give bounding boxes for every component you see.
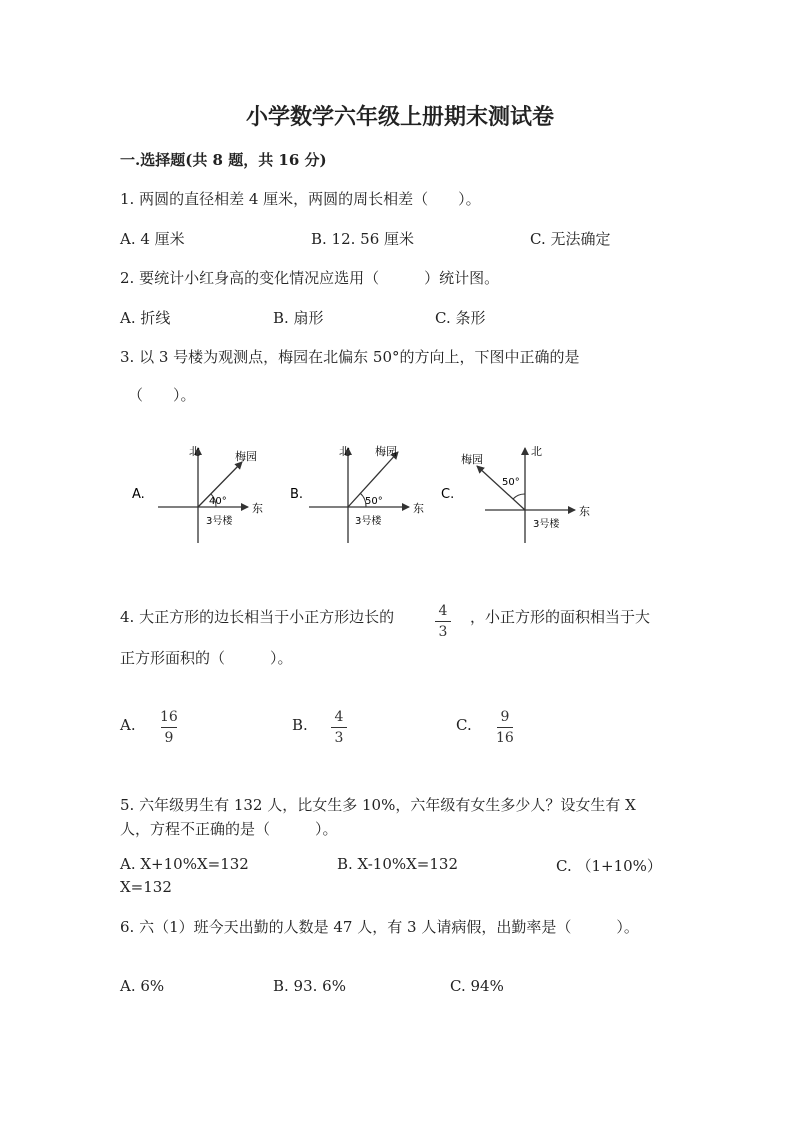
question-4-text: 4. 大正方形的边长相当于小正方形边长的 bbox=[120, 608, 395, 626]
question-6-option-b[interactable]: B. 93. 6% bbox=[273, 977, 346, 995]
question-1-option-a[interactable]: A. 4 厘米 bbox=[120, 230, 185, 248]
target-label: 梅园 bbox=[461, 453, 483, 466]
fraction-bar bbox=[435, 621, 451, 622]
question-4-option-a[interactable]: A. bbox=[120, 716, 136, 734]
question-4-option-b[interactable]: B. bbox=[292, 716, 308, 734]
fraction-denominator: 3 bbox=[438, 624, 448, 640]
question-4-text-b: ，小正方形的面积相当于大 bbox=[470, 608, 651, 626]
question-4-option-a-fraction bbox=[160, 708, 178, 747]
question-4-fraction bbox=[435, 602, 451, 641]
compass-figure-a[interactable] bbox=[120, 438, 280, 550]
fraction-numerator: 4 bbox=[334, 709, 344, 725]
compass-figure-b[interactable] bbox=[285, 438, 445, 550]
north-label: 北 bbox=[531, 445, 542, 458]
question-1-option-c[interactable]: C. 无法确定 bbox=[530, 230, 611, 248]
origin-label: 3号楼 bbox=[206, 516, 233, 527]
question-6-text: 6. 六（1）班今天出勤的人数是 47 人，有 3 人请病假，出勤率是（ ）。 bbox=[120, 918, 639, 936]
question-2-text: 2. 要统计小红身高的变化情况应选用（ ）统计图。 bbox=[120, 269, 500, 287]
fraction-numerator: 9 bbox=[500, 709, 510, 725]
question-1-option-b[interactable]: B. 12. 56 厘米 bbox=[311, 230, 415, 248]
figure-b-label: B. bbox=[290, 487, 304, 502]
question-4-option-c-fraction bbox=[496, 708, 514, 747]
east-label: 东 bbox=[252, 502, 263, 515]
question-4-option-b-fraction bbox=[331, 708, 347, 747]
question-5-option-c-cont[interactable]: X=132 bbox=[120, 878, 172, 896]
question-3-text-cont: （ ）。 bbox=[128, 386, 196, 404]
fraction-denominator: 16 bbox=[496, 730, 514, 746]
angle-arc bbox=[513, 494, 525, 499]
question-3-text: 3. 以 3 号楼为观测点，梅园在北偏东 50°的方向上，下图中正确的是 bbox=[120, 348, 580, 366]
question-6-option-c[interactable]: C. 94% bbox=[450, 977, 504, 995]
compass-figure-c[interactable] bbox=[435, 438, 600, 550]
north-label: 北 bbox=[339, 445, 350, 458]
angle-label: 50° bbox=[502, 477, 520, 488]
question-2-option-c[interactable]: C. 条形 bbox=[435, 309, 486, 327]
question-2-option-b[interactable]: B. 扇形 bbox=[273, 309, 324, 327]
figure-a-label: A. bbox=[132, 487, 145, 502]
angle-label: 40° bbox=[209, 496, 227, 507]
question-5-text: 5. 六年级男生有 132 人，比女生多 10%，六年级有女生多少人？设女生有 X bbox=[120, 796, 636, 814]
target-label: 梅园 bbox=[235, 450, 257, 463]
fraction-denominator: 3 bbox=[334, 730, 344, 746]
east-label: 东 bbox=[413, 502, 424, 515]
angle-label: 50° bbox=[365, 496, 383, 507]
question-2-option-a[interactable]: A. 折线 bbox=[120, 309, 171, 327]
north-label: 北 bbox=[189, 445, 200, 458]
fraction-numerator: 16 bbox=[160, 709, 178, 725]
origin-label: 3号楼 bbox=[533, 519, 560, 530]
fraction-bar bbox=[497, 727, 513, 728]
east-label: 东 bbox=[579, 505, 590, 518]
question-5-option-b[interactable]: B. X-10%X=132 bbox=[337, 855, 458, 873]
question-5-option-a[interactable]: A. X+10%X=132 bbox=[120, 855, 249, 873]
section-heading: 一.选择题(共 8 题，共 16 分) bbox=[120, 151, 327, 169]
page-title: 小学数学六年级上册期末测试卷 bbox=[245, 104, 554, 130]
figure-c-label: C. bbox=[441, 487, 455, 502]
question-1-text: 1. 两圆的直径相差 4 厘米，两圆的周长相差（ ）。 bbox=[120, 190, 481, 208]
question-4-text-cont: 正方形面积的（ ）。 bbox=[120, 649, 293, 667]
origin-label: 3号楼 bbox=[355, 516, 382, 527]
fraction-denominator: 9 bbox=[164, 730, 174, 746]
fraction-bar bbox=[161, 727, 177, 728]
question-5-option-c[interactable]: C. （1+10%） bbox=[556, 857, 662, 875]
direction-ray bbox=[477, 466, 525, 510]
fraction-bar bbox=[331, 727, 347, 728]
question-4-option-c[interactable]: C. bbox=[456, 716, 472, 734]
target-label: 梅园 bbox=[375, 445, 397, 458]
fraction-numerator: 4 bbox=[438, 603, 448, 619]
question-5-text-cont: 人，方程不正确的是（ ）。 bbox=[120, 820, 338, 838]
question-6-option-a[interactable]: A. 6% bbox=[120, 977, 165, 995]
